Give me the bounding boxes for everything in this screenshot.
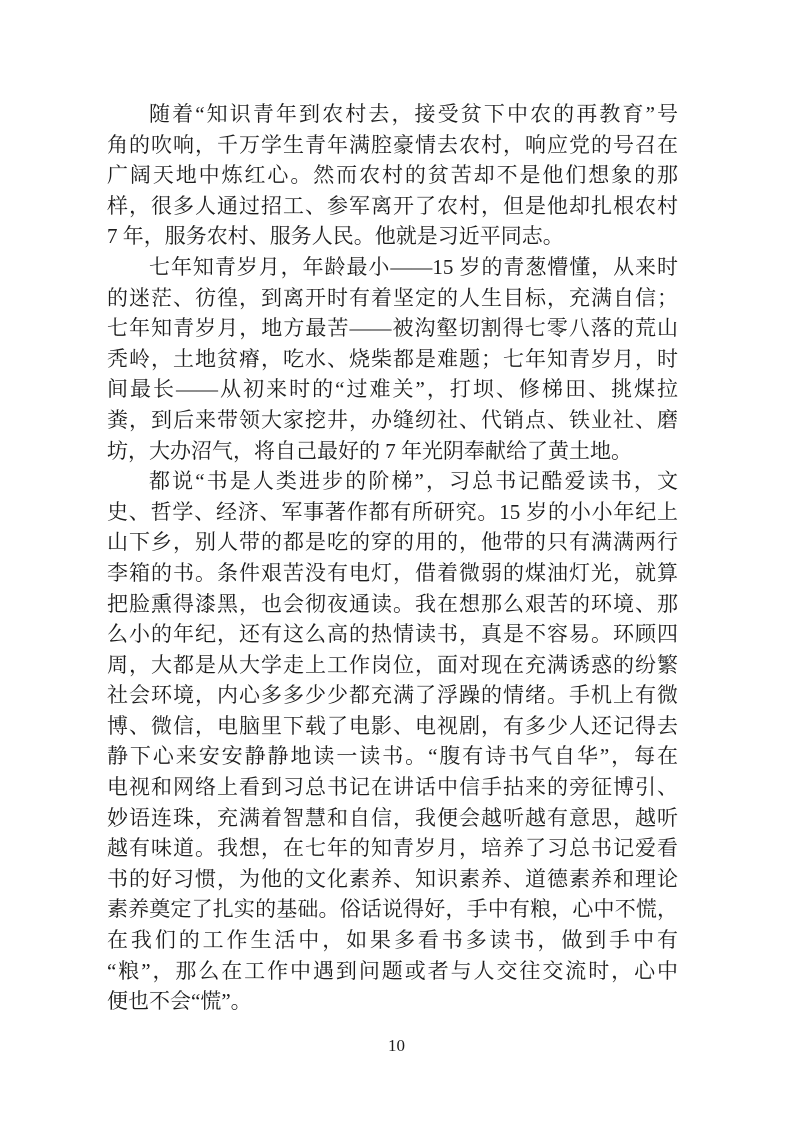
text-line: 李箱的书。条件艰苦没有电灯，借着微弱的煤油灯光，就算 bbox=[107, 560, 678, 585]
paragraph-2 bbox=[107, 252, 678, 466]
text-line: 静下心来安安静静地读一读书。“腹有诗书气自华”，每在 bbox=[107, 744, 678, 769]
text-line: 七年知青岁月，地方最苦——被沟壑切割得七零八落的荒山 bbox=[107, 316, 678, 341]
text-line: 角的吹响，千万学生青年满腔豪情去农村，响应党的号召在 bbox=[107, 132, 678, 157]
text-line: 把脸熏得漆黑，也会彻夜通读。我在想那么艰苦的环境、那 bbox=[107, 591, 678, 616]
text-line: 妙语连珠，充满着智慧和自信，我便会越听越有意思，越听 bbox=[107, 805, 678, 830]
text-line: 秃岭，土地贫瘠，吃水、烧柴都是难题；七年知青岁月，时 bbox=[107, 346, 678, 371]
text-line: 电视和网络上看到习总书记在讲话中信手拈来的旁征博引、 bbox=[107, 775, 678, 800]
text-line: 都说“书是人类进步的阶梯”，习总书记酷爱读书，文 bbox=[149, 469, 678, 494]
text-line: “粮”，那么在工作中遇到问题或者与人交往交流时，心中 bbox=[107, 958, 678, 983]
text-line: 在我们的工作生活中，如果多看书多读书，做到手中有 bbox=[107, 928, 678, 953]
text-line: 七年知青岁月，年龄最小——15 岁的青葱懵懂，从来时 bbox=[149, 254, 678, 279]
text-line: 博、微信，电脑里下载了电影、电视剧，有多少人还记得去 bbox=[107, 713, 678, 738]
text-line: 素养奠定了扎实的基础。俗话说得好，手中有粮，心中不慌， bbox=[107, 897, 678, 922]
text-line: 坊，大办沼气，将自己最好的 7 年光阴奉献给了黄土地。 bbox=[107, 438, 632, 463]
text-line: 样，很多人通过招工、参军离开了农村，但是他却扎根农村 bbox=[107, 193, 678, 218]
paragraph-1 bbox=[107, 99, 678, 252]
text-line: 史、哲学、经济、军事著作都有所研究。15 岁的小小年纪上 bbox=[107, 499, 678, 524]
text-line: 书的好习惯，为他的文化素养、知识素养、道德素养和理论 bbox=[107, 866, 678, 891]
text-line: 的迷茫、彷徨，到离开时有着坚定的人生目标，充满自信； bbox=[107, 285, 678, 310]
paragraph-3 bbox=[107, 466, 678, 1017]
text-line: 周，大都是从大学走上工作岗位，面对现在充满诱惑的纷繁 bbox=[107, 652, 678, 677]
text-line: 么小的年纪，还有这么高的热情读书，真是不容易。环顾四 bbox=[107, 622, 678, 647]
document-body bbox=[107, 99, 678, 1017]
text-line: 7 年，服务农村、服务人民。他就是习近平同志。 bbox=[107, 224, 564, 249]
text-line: 社会环境，内心多多少少都充满了浮躁的情绪。手机上有微 bbox=[107, 683, 678, 708]
text-line: 山下乡，别人带的都是吃的穿的用的，他带的只有满满两行 bbox=[107, 530, 678, 555]
page-number: 10 bbox=[388, 1036, 405, 1055]
text-line: 间最长——从初来时的“过难关”，打坝、修梯田、挑煤拉 bbox=[107, 377, 678, 402]
text-line: 广阔天地中炼红心。然而农村的贫苦却不是他们想象的那 bbox=[107, 163, 678, 188]
text-line: 越有味道。我想，在七年的知青岁月，培养了习总书记爱看 bbox=[107, 836, 678, 861]
text-line: 随着“知识青年到农村去，接受贫下中农的再教育”号 bbox=[149, 102, 678, 126]
text-line: 粪，到后来带领大家挖井，办缝纫社、代销点、铁业社、磨 bbox=[107, 407, 678, 432]
text-line: 便也不会“慌”。 bbox=[107, 989, 252, 1014]
